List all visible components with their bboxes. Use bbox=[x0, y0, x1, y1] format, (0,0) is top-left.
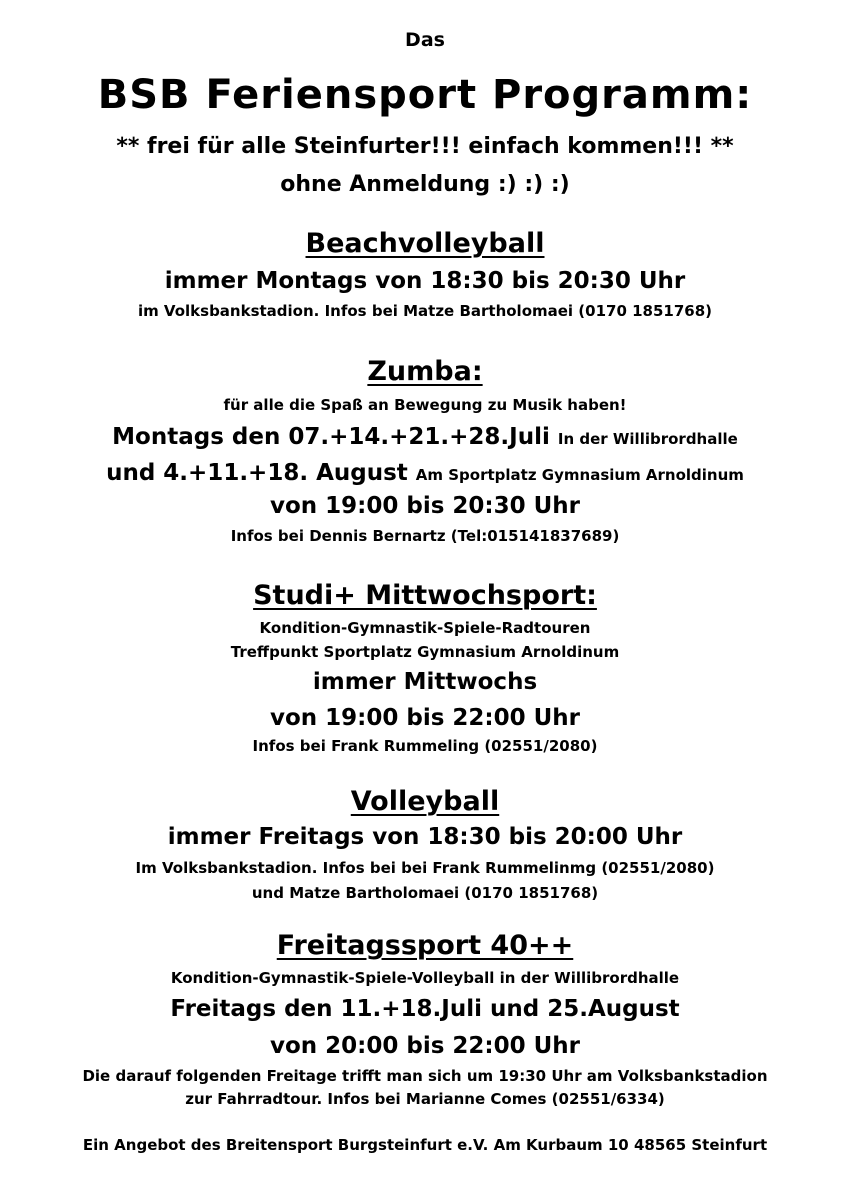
page-title: BSB Feriensport Programm: bbox=[97, 72, 753, 118]
beach-heading: Beachvolleyball bbox=[305, 228, 545, 259]
volley-time: immer Freitags von 18:30 bis 20:00 Uhr bbox=[167, 824, 683, 850]
footer-text: Ein Angebot des Breitensport Burgsteinfurt e.V. Am Kurbaum 10 48565 Steinfurt bbox=[82, 1136, 768, 1154]
friday-heading: Freitagssport 40++ bbox=[276, 930, 574, 961]
zumba-dates-august-text: und 4.+11.+18. August bbox=[106, 460, 408, 486]
zumba-info: Infos bei Dennis Bernartz (Tel:015141837689) bbox=[230, 527, 620, 545]
zumba-time: von 19:00 bis 20:30 Uhr bbox=[269, 493, 581, 519]
friday-info-1: Die darauf folgenden Freitage trifft man sich um 19:30 Uhr am Volksbankstadion bbox=[82, 1067, 768, 1085]
studi-day: immer Mittwochs bbox=[312, 669, 538, 695]
friday-info-2: zur Fahrradtour. Infos bei Marianne Comes (02551/6334) bbox=[185, 1090, 665, 1108]
subtitle-free: ** frei für alle Steinfurter!!! einfach kommen!!! ** bbox=[116, 134, 734, 159]
zumba-heading: Zumba: bbox=[367, 356, 483, 387]
volley-info-2: und Matze Bartholomaei (0170 1851768) bbox=[251, 884, 599, 902]
friday-activities: Kondition-Gymnastik-Spiele-Volleyball in der Willibrordhalle bbox=[170, 969, 680, 987]
volley-info-1: Im Volksbankstadion. Infos bei bei Frank Rummelinmg (02551/2080) bbox=[135, 859, 715, 877]
studi-activities: Kondition-Gymnastik-Spiele-Radtouren bbox=[259, 619, 591, 637]
zumba-dates-july-text: Montags den 07.+14.+21.+28.Juli bbox=[112, 424, 550, 450]
zumba-intro: für alle die Spaß an Bewegung zu Musik haben! bbox=[223, 396, 627, 414]
zumba-dates-july-place: In der Willibrordhalle bbox=[557, 430, 738, 448]
studi-heading: Studi+ Mittwochsport: bbox=[253, 580, 597, 611]
zumba-dates-august bbox=[0, 460, 850, 486]
studi-time: von 19:00 bis 22:00 Uhr bbox=[269, 705, 581, 731]
zumba-dates-july bbox=[0, 424, 850, 450]
zumba-dates-august-place: Am Sportplatz Gymnasium Arnoldinum bbox=[415, 466, 744, 484]
friday-time: von 20:00 bis 22:00 Uhr bbox=[269, 1033, 581, 1059]
pre-title: Das bbox=[405, 29, 445, 51]
subtitle-no-registration: ohne Anmeldung :) :) :) bbox=[280, 172, 570, 197]
studi-meeting-point: Treffpunkt Sportplatz Gymnasium Arnoldinum bbox=[230, 643, 620, 661]
friday-dates: Freitags den 11.+18.Juli und 25.August bbox=[170, 996, 680, 1022]
volley-heading: Volleyball bbox=[350, 786, 500, 817]
beach-info: im Volksbankstadion. Infos bei Matze Bartholomaei (0170 1851768) bbox=[137, 302, 713, 320]
studi-info: Infos bei Frank Rummeling (02551/2080) bbox=[252, 737, 598, 755]
beach-time: immer Montags von 18:30 bis 20:30 Uhr bbox=[164, 268, 686, 294]
